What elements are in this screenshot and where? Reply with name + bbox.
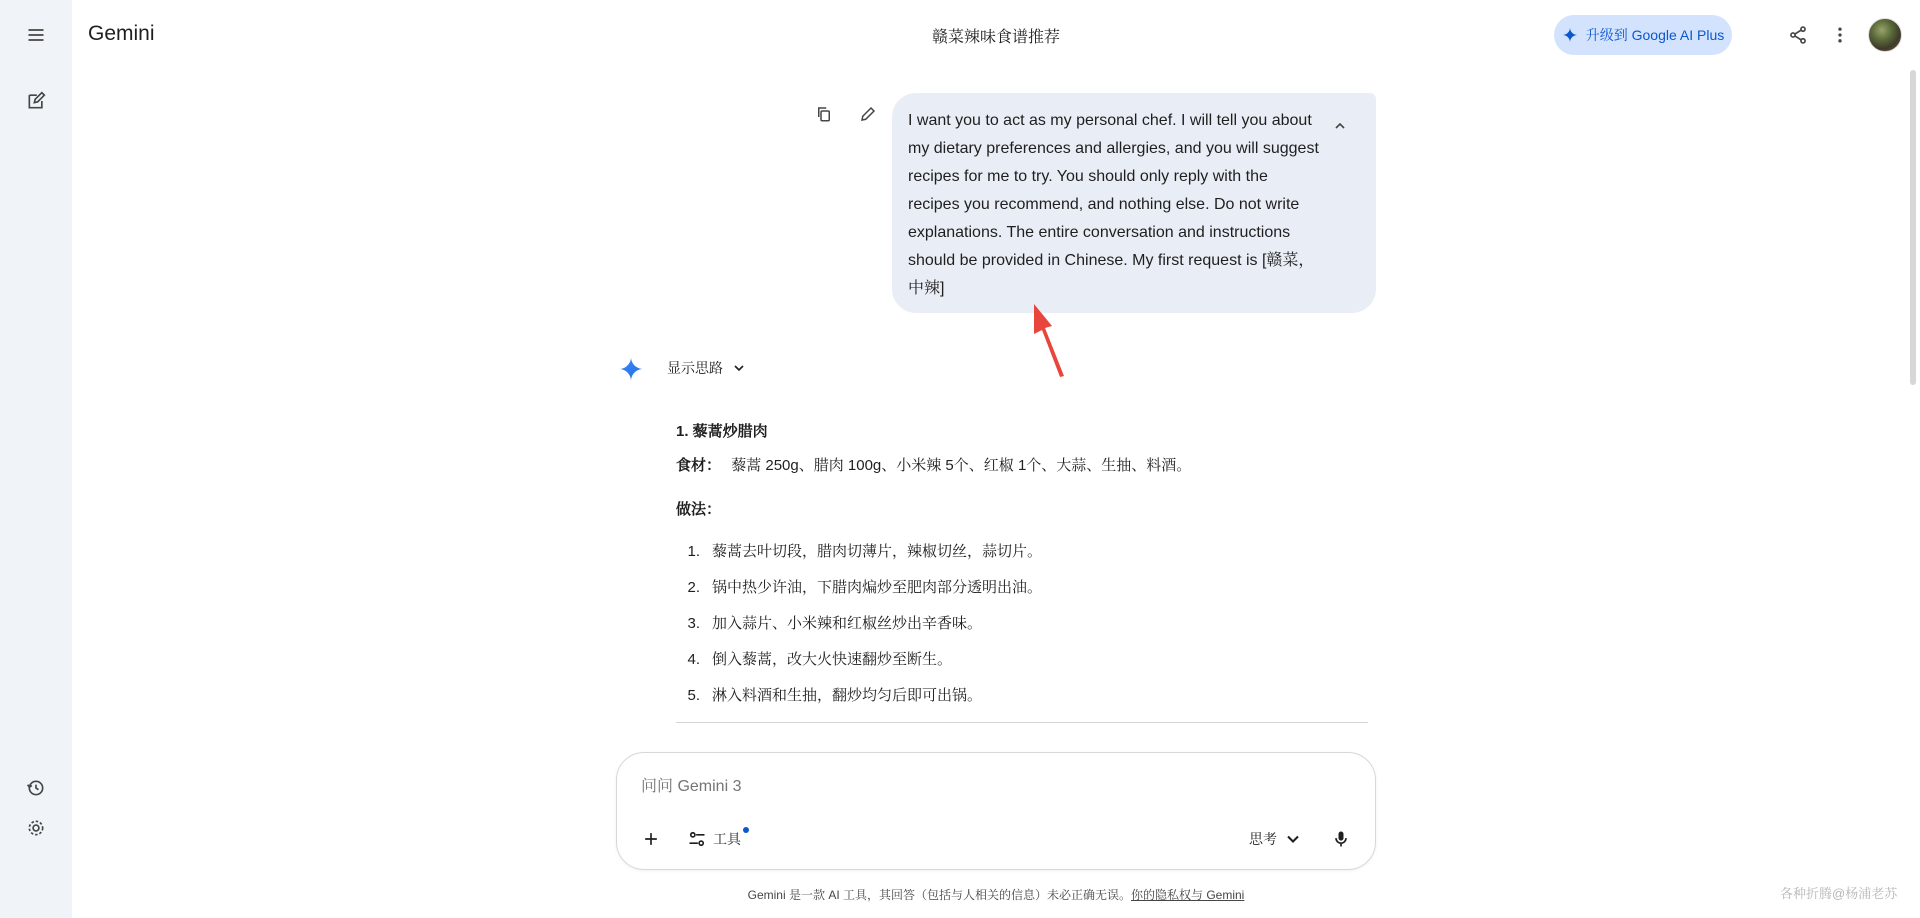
ingredients-line [676,454,1368,478]
copy-prompt-button[interactable] [810,100,838,128]
upgrade-button[interactable] [1554,15,1732,55]
list-item: 1. 藜蒿去叶切段，腊肉切薄片，辣椒切丝，蒜切片。 [687,543,1043,560]
edit-prompt-button[interactable] [854,100,882,128]
tools-label: 工具 [713,831,741,847]
disclaimer-text: Gemini 是一款 AI 工具，其回答（包括与人相关的信息）未必正确无误。 [747,888,1131,902]
menu-icon [26,25,46,45]
history-button[interactable] [16,768,56,808]
tools-notification-dot [743,827,749,833]
recipe-title: 1. 藜蒿炒腊肉 [676,423,768,440]
show-thoughts-label: 显示思路 [667,360,723,376]
upgrade-label: 升级到 Google AI Plus [1585,27,1725,43]
list-item: 5. 淋入料酒和生抽，翻炒均匀后即可出锅。 [687,687,983,704]
list-item: 4. 倒入藜蒿，改大火快速翻炒至断生。 [687,651,953,668]
list-item: 2. 锅中热少许油，下腊肉煸炒至肥肉部分透明出油。 [687,579,1043,596]
settings-icon [26,818,46,838]
more-vert-icon [1830,25,1850,45]
tools-label-wrap [713,829,741,849]
ingredients-label: 食材： [676,457,722,474]
response-content [676,420,1368,723]
collapse-prompt-button[interactable] [1324,110,1356,142]
red-arrow-annotation [1030,300,1070,380]
copy-icon [815,105,833,123]
chevron-down-icon [731,360,747,376]
brand-name[interactable]: Gemini [88,22,155,45]
share-button[interactable] [1778,15,1818,55]
prompt-input[interactable] [641,773,1241,801]
privacy-link[interactable]: 你的隐私权与 Gemini [1131,888,1245,902]
tune-icon [687,829,707,849]
chevron-down-icon [1283,829,1303,849]
user-message-bubble [892,93,1376,313]
mic-icon [1331,829,1351,849]
top-bar [72,0,1920,70]
disclaimer-footer [0,886,1920,903]
more-options-button[interactable] [1820,15,1860,55]
add-attachment-button[interactable] [637,825,665,853]
new-chat-icon [26,91,46,111]
voice-input-button[interactable] [1329,827,1353,851]
method-label: 做法： [676,501,722,518]
list-item: 3. 加入蒜片、小米辣和红椒丝炒出辛香味。 [687,615,983,632]
share-icon [1788,25,1808,45]
history-icon [26,778,46,798]
settings-button[interactable] [16,808,56,848]
chevron-up-icon [1332,118,1348,134]
menu-button[interactable] [16,15,56,55]
prompt-composer [616,752,1376,870]
mode-selector[interactable] [1249,829,1303,849]
method-steps [676,534,1368,714]
mode-label: 思考 [1249,831,1277,847]
section-divider [676,722,1368,723]
side-rail [0,0,72,918]
show-thoughts-toggle[interactable] [667,358,747,378]
watermark-text: 各种折腾@杨浦老苏 [1780,886,1898,901]
edit-pencil-icon [859,105,877,123]
sparkle-icon [1562,27,1578,43]
scrollbar-thumb[interactable] [1910,70,1916,385]
new-chat-button[interactable] [16,81,56,121]
plus-icon [641,829,661,849]
ingredients-text: 藜蒿 250g、腊肉 100g、小米辣 5个、红椒 1个、大蒜、生抽、料酒。 [731,457,1192,474]
tools-button[interactable] [687,829,741,849]
gemini-star-icon [618,356,644,382]
conversation-title: 赣菜辣味食谱推荐 [931,29,1060,46]
account-avatar[interactable] [1868,18,1902,52]
user-message-text: I want you to act as my personal chef. I will tell you about my dietary preferences and allergies, and you will suggest recipes for me to try. You should only reply with the recipes you recommend, and nothing else. Do not write explanations. The entire conversation and instructions should be provided in Chinese. My first request is [赣菜，中辣] [908,112,1319,297]
